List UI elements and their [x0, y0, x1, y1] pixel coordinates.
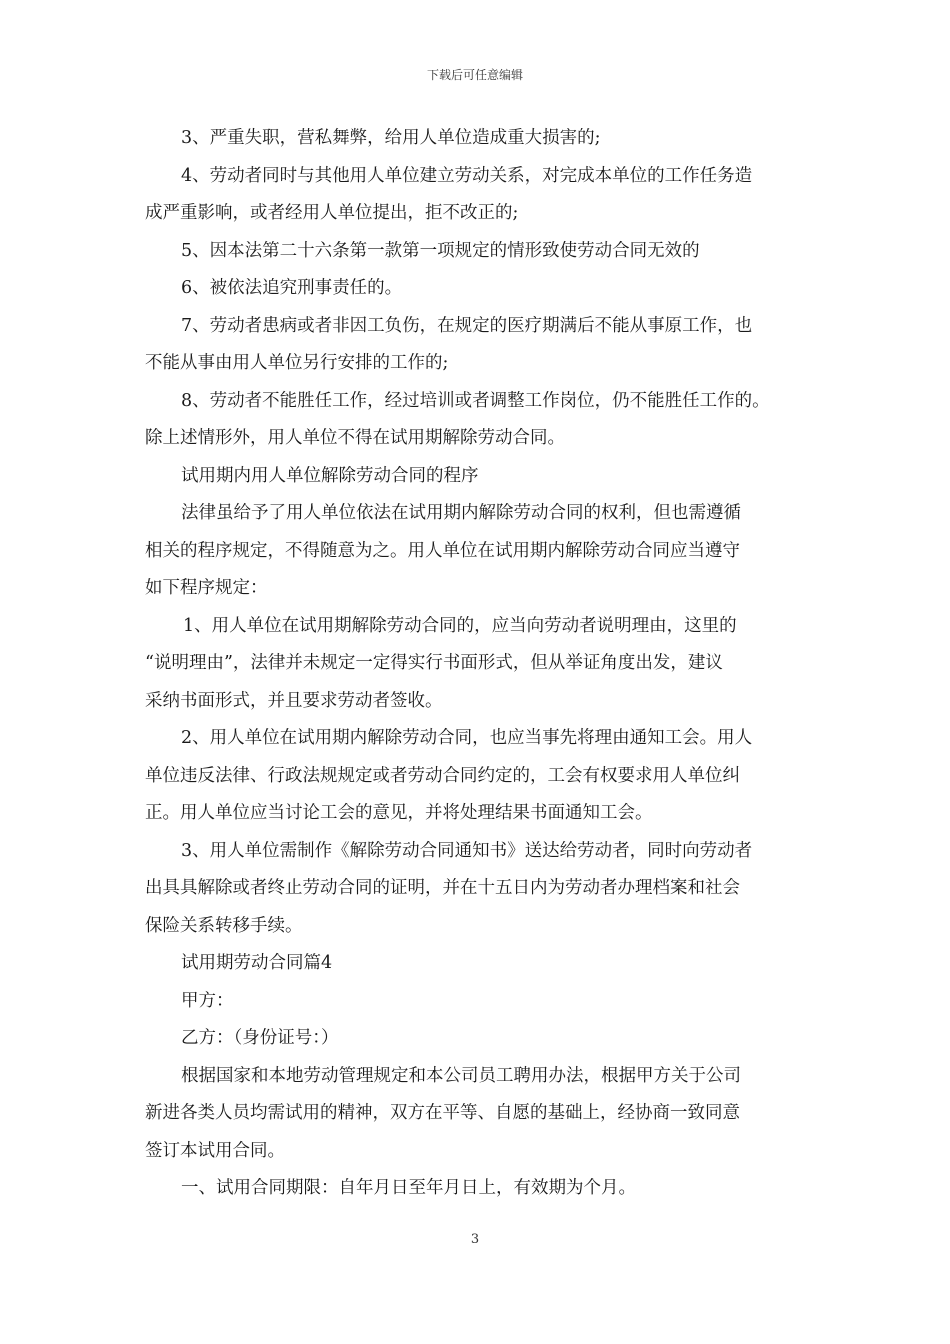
- text-line: 保险关系转移手续。: [145, 915, 303, 936]
- text-line: “说明理由”，法律并未规定一定得实行书面形式，但从举证角度出发，建议: [145, 653, 723, 673]
- section-heading: 试用期劳动合同篇4: [181, 953, 333, 973]
- text-line: 7、劳动者患病或者非因工负伤，在规定的医疗期满后不能从事原工作，也: [181, 315, 753, 336]
- text-line: 一、试用合同期限：自年月日至年月日上，有效期为个月。: [181, 1178, 636, 1198]
- text-line: 4、劳动者同时与其他用人单位建立劳动关系，对完成本单位的工作任务造: [181, 165, 753, 186]
- text-line: 正。用人单位应当讨论工会的意见，并将处理结果书面通知工会。: [145, 803, 653, 823]
- text-line: 出具具解除或者终止劳动合同的证明，并在十五日内为劳动者办理档案和社会: [145, 878, 740, 898]
- text-line: 5、因本法第二十六条第一款第一项规定的情形致使劳动合同无效的: [181, 240, 700, 261]
- text-line: 3、严重失职，营私舞弊，给用人单位造成重大损害的;: [181, 128, 601, 148]
- text-line: 1、用人单位在试用期解除劳动合同的，应当向劳动者说明理由，这里的: [183, 615, 737, 636]
- text-line: 单位违反法律、行政法规规定或者劳动合同约定的，工会有权要求用人单位纠: [145, 765, 740, 786]
- text-line: 3、用人单位需制作《解除劳动合同通知书》送达给劳动者，同时向劳动者: [181, 840, 753, 861]
- text-line: 新进各类人员均需试用的精神，双方在平等、自愿的基础上，经协商一致同意: [145, 1103, 740, 1123]
- text-line: 签订本试用合同。: [145, 1140, 285, 1161]
- section-heading: 试用期内用人单位解除劳动合同的程序: [181, 465, 479, 486]
- page-header: 下载后可任意编辑: [426, 68, 523, 82]
- text-line: 根据国家和本地劳动管理规定和本公司员工聘用办法，根据甲方关于公司: [181, 1065, 741, 1086]
- text-line: 2、用人单位在试用期内解除劳动合同，也应当事先将理由通知工会。用人: [181, 728, 753, 748]
- text-line: 相关的程序规定，不得随意为之。用人单位在试用期内解除劳动合同应当遵守: [145, 540, 740, 561]
- text-line: 8、劳动者不能胜任工作，经过培训或者调整工作岗位，仍不能胜任工作的。: [181, 390, 770, 411]
- text-line: 成严重影响，或者经用人单位提出，拒不改正的;: [145, 203, 519, 223]
- page-number: 3: [470, 1232, 480, 1247]
- document-body: [145, 120, 813, 1208]
- party-b-line: 乙方：（身份证号：）: [181, 1028, 339, 1048]
- text-line: 6、被依法追究刑事责任的。: [181, 278, 403, 298]
- party-a-line: 甲方：: [181, 990, 234, 1011]
- text-line: 法律虽给予了用人单位依法在试用期内解除劳动合同的权利，但也需遵循: [181, 503, 741, 523]
- text-line: 采纳书面形式，并且要求劳动者签收。: [145, 690, 443, 711]
- text-line: 除上述情形外，用人单位不得在试用期解除劳动合同。: [145, 428, 565, 448]
- text-line: 如下程序规定：: [145, 578, 268, 598]
- text-line: 不能从事由用人单位另行安排的工作的;: [145, 353, 449, 373]
